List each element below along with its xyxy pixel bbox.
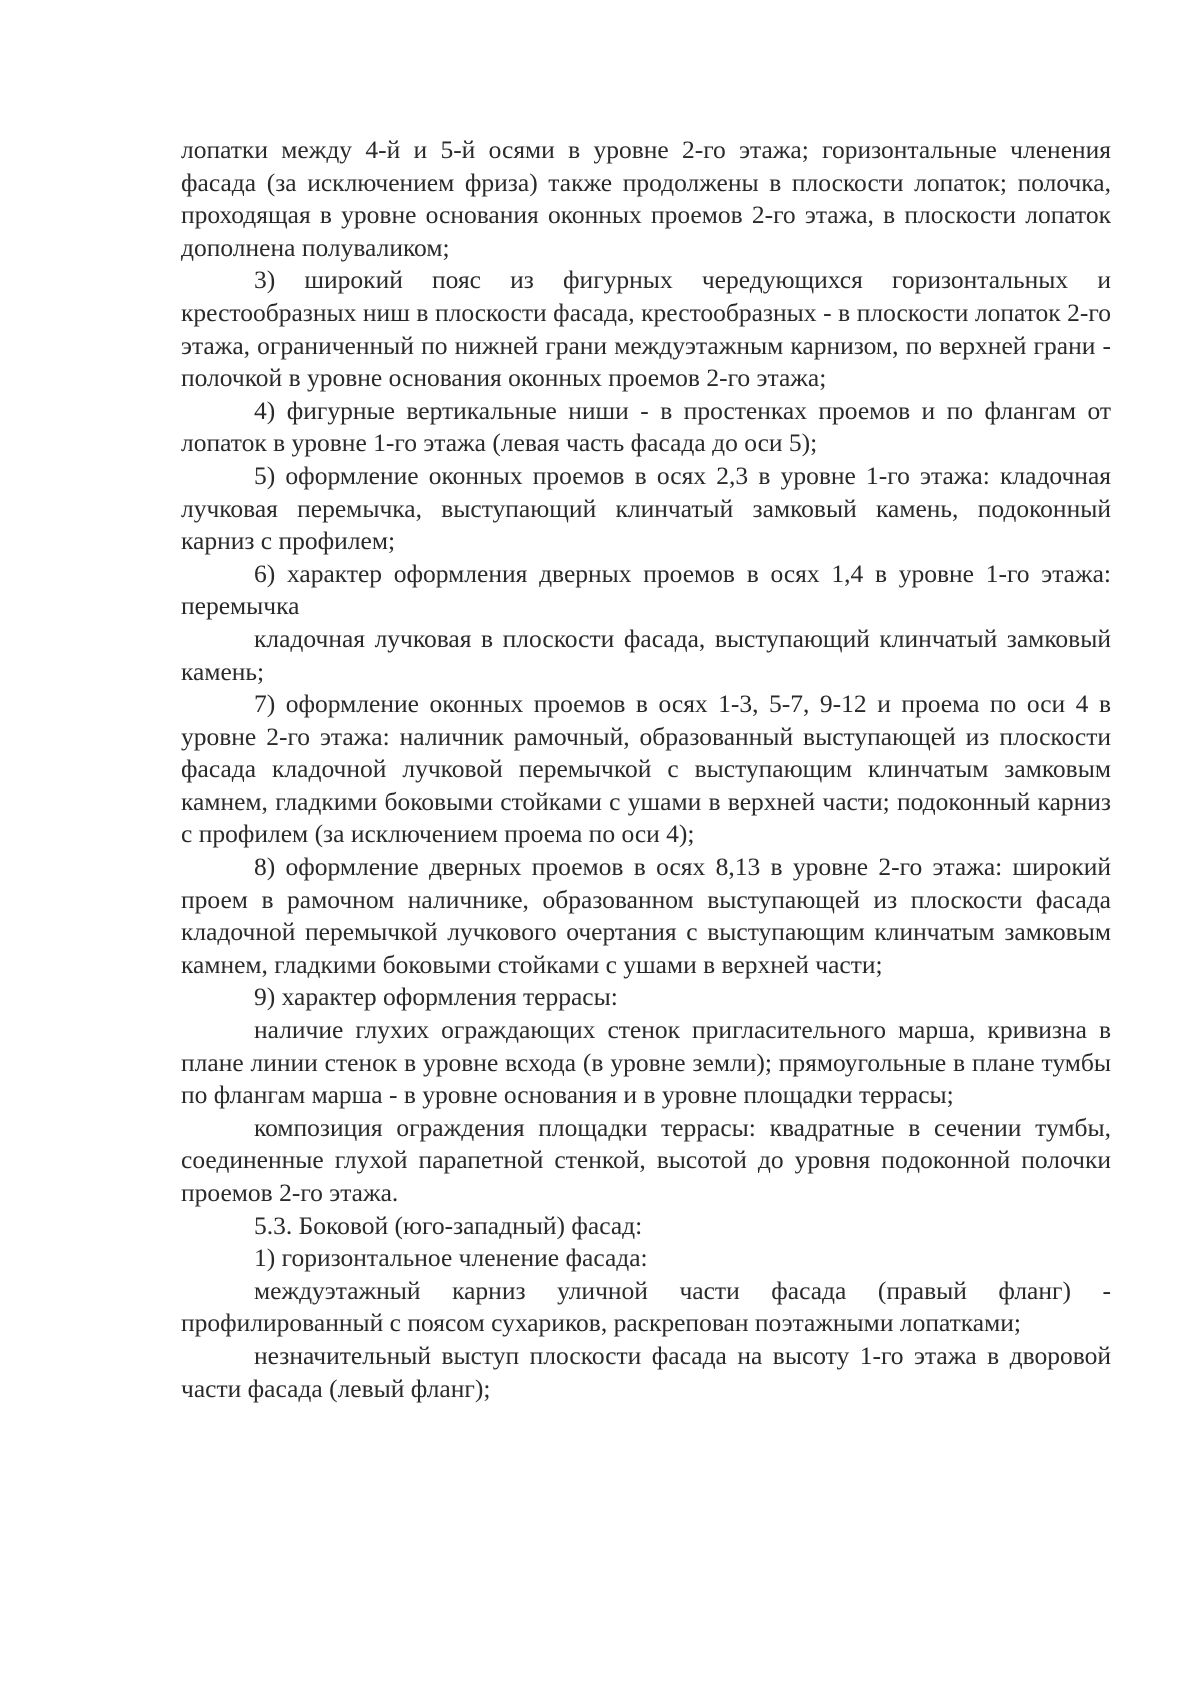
- paragraph-item-9: 9) характер оформления террасы:: [254, 982, 618, 1012]
- paragraph-item-5: 5) оформление оконных проемов в осях 2,3 в уровне 1-го этажа: кладочная лучковая перемычка, выступающий клинчатый замковый камень, подоконный карниз с профилем;: [181, 460, 1111, 556]
- paragraph-terrace-railing: композиция ограждения площадки террасы: квадратные в сечении тумбы, соединенные глухой парапетной стенкой, высотой до уровня подоконной полочки проемов 2-го этажа.: [181, 1112, 1111, 1207]
- paragraph-item-3: 3) широкий пояс из фигурных чередующихся горизонтальных и крестообразных ниш в плоскости фасада, крестообразных - в плоскости лопаток 2-го этажа, ограниченный по нижней грани междуэтажным карнизом, по верхней грани - полочкой в уровне основания оконных проемов 2-го этажа;: [181, 265, 1111, 393]
- paragraph-item-6-continued: кладочная лучковая в плоскости фасада, выступающий клинчатый замковый камень;: [181, 623, 1111, 686]
- paragraph-item-4: 4) фигурные вертикальные ниши - в простенках проемов и по флангам от лопаток в уровне 1-го этажа (левая часть фасада до оси 5);: [181, 395, 1111, 458]
- paragraph-item-8: 8) оформление дверных проемов в осях 8,13 в уровне 2-го этажа: широкий проем в рамочном наличнике, образованном выступающей из плоскости фасада кладочной перемычкой лучкового очертания с выступающим клинчатым замковым камнем, гладкими боковыми стойками с ушами в верхней части;: [181, 852, 1111, 979]
- paragraph-item-7: 7) оформление оконных проемов в осях 1-3, 5-7, 9-12 и проема по оси 4 в уровне 2-го этажа: наличник рамочный, образованный выступающей из плоскости фасада кладочной лучковой перемычкой с выступающим клинчатым замковым камнем, гладкими боковыми стойками с ушами в верхней части; подоконный карниз с профилем (за исключением проема по оси 4);: [181, 689, 1111, 849]
- paragraph-continuation: лопатки между 4-й и 5-й осями в уровне 2-го этажа; горизонтальные членения фасада (за исключением фриза) также продолжены в плоскости лопаток; полочка, проходящая в уровне основания оконных проемов 2-го этажа, в плоскости лопаток дополнена полуваликом;: [181, 135, 1111, 262]
- paragraph-projection: незначительный выступ плоскости фасада на высоту 1-го этажа в дворовой части фасада (левый фланг);: [181, 1340, 1111, 1403]
- paragraph-item-1: 1) горизонтальное членение фасада:: [254, 1243, 648, 1273]
- document-body: [181, 134, 1111, 1405]
- section-heading-5-3: 5.3. Боковой (юго-западный) фасад:: [254, 1210, 643, 1240]
- paragraph-item-6: 6) характер оформления дверных проемов в осях 1,4 в уровне 1-го этажа: перемычка: [181, 558, 1111, 621]
- paragraph-cornice: междуэтажный карниз уличной части фасада (правый фланг) - профилированный с поясом сухариков, раскрепован поэтажными лопатками;: [181, 1275, 1111, 1338]
- paragraph-terrace-stairs: наличие глухих ограждающих стенок пригласительного марша, кривизна в плане линии стенок в уровне всхода (в уровне земли); прямоугольные в плане тумбы по флангам марша - в уровне основания и в уровне площадки террасы;: [181, 1015, 1111, 1110]
